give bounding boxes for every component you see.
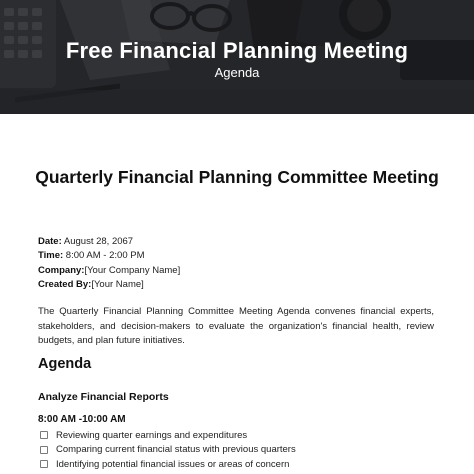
meta-value: August 28, 2067 xyxy=(61,236,134,247)
checklist-item-label: Comparing current financial status with previous quarters xyxy=(56,444,296,456)
meta-company xyxy=(38,264,438,278)
banner-title: Free Financial Planning Meeting xyxy=(65,38,409,63)
meta-label: Time: xyxy=(38,250,64,262)
meta-date xyxy=(38,235,438,249)
checklist-item xyxy=(40,457,440,472)
time-slot: 8:00 AM -10:00 AM xyxy=(38,414,126,425)
meta-label: Created By: xyxy=(38,278,92,290)
meta-value: 8:00 AM - 2:00 PM xyxy=(63,250,145,262)
meeting-details xyxy=(38,235,438,292)
checklist-item xyxy=(40,443,440,458)
section-heading: Analyze Financial Reports xyxy=(38,391,169,403)
checklist-item-label: Reviewing quarter earnings and expenditures xyxy=(56,429,248,441)
checkbox-icon[interactable] xyxy=(40,446,48,454)
meta-value: [Your Name] xyxy=(91,278,144,290)
task-checklist xyxy=(40,428,440,472)
checkbox-icon[interactable] xyxy=(40,431,48,439)
meta-created-by xyxy=(38,278,438,292)
meta-time xyxy=(38,249,438,263)
meta-value: [Your Company Name] xyxy=(84,264,181,276)
checkbox-icon[interactable] xyxy=(40,460,48,468)
checklist-item xyxy=(40,428,440,443)
checklist-item-label: Identifying potential financial issues or areas of concern xyxy=(56,458,290,470)
intro-paragraph: The Quarterly Financial Planning Committee Meeting Agenda convenes financial experts, stakeholders, and decision-makers to evaluate the organization's financial health, review budgets, and plan future initiatives. xyxy=(38,306,434,346)
header-banner xyxy=(0,0,474,114)
meta-label: Date: xyxy=(38,236,62,247)
agenda-heading: Agenda xyxy=(38,356,92,372)
meta-label: Company: xyxy=(38,264,85,276)
banner-subtitle: Agenda xyxy=(214,65,260,80)
document-title: Quarterly Financial Planning Committee Meeting xyxy=(35,167,439,187)
